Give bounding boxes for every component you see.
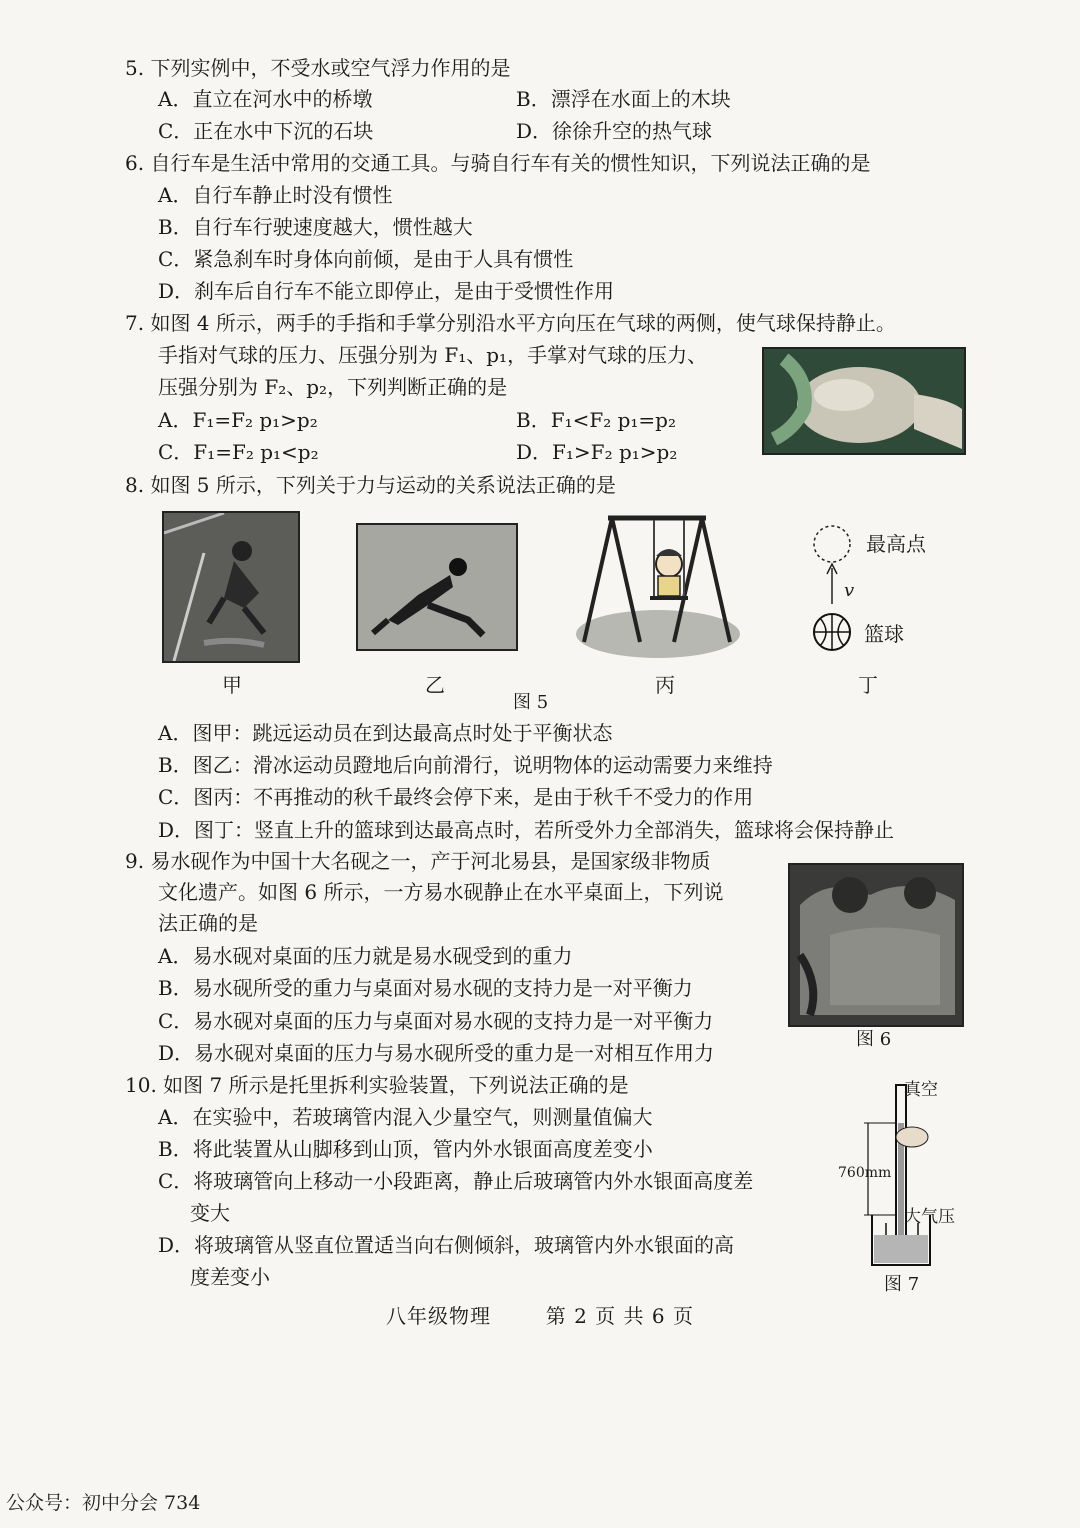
figure-6-inkstone-photo (788, 863, 964, 1027)
q8-option-c: C．图丙：不再推动的秋千最终会停下来，是由于秋千不受力的作用 (158, 785, 754, 809)
q7-option-a: A．F₁=F₂ p₁>p₂ (158, 408, 318, 432)
q5-option-c: C．正在水中下沉的石块 (158, 119, 374, 143)
footer-subject: 八年级物理 (386, 1304, 492, 1328)
figure-5-jia-long-jump-photo (162, 511, 300, 663)
q10-option-d-line-1: D．将玻璃管从竖直位置适当向右侧倾斜，玻璃管内外水银面的高 (158, 1233, 735, 1257)
figure-5-label-yi: 乙 (425, 673, 445, 697)
q7-option-b: B．F₁<F₂ p₁=p₂ (516, 408, 676, 432)
figure-7-vacuum-label: 真空 (904, 1080, 938, 1100)
q10-option-a: A．在实验中，若玻璃管内混入少量空气，则测量值偏大 (158, 1105, 653, 1129)
q7-stem-3: 压强分别为 F₂、p₂，下列判断正确的是 (158, 375, 508, 399)
q6-stem: 6. 自行车是生活中常用的交通工具。与骑自行车有关的惯性知识，下列说法正确的是 (125, 151, 871, 175)
q5-option-b: B．漂浮在水面上的木块 (516, 87, 731, 111)
q6-option-a: A．自行车静止时没有惯性 (158, 183, 393, 207)
figure-7-atmospheric-pressure-label: 大气压 (904, 1207, 955, 1227)
page-footer (0, 1300, 1080, 1329)
footer-page-number: 第 2 页 共 6 页 (545, 1304, 694, 1328)
figure-5-velocity-label: v (844, 580, 855, 601)
q9-stem-1: 9. 易水砚作为中国十大名砚之一，产于河北易县，是国家级非物质 (125, 849, 711, 873)
q7-stem-2: 手指对气球的压力、压强分别为 F₁、p₁，手掌对气球的压力、 (158, 343, 708, 367)
figure-4-balloon-photo (762, 347, 966, 455)
figure-7-caption: 图 7 (884, 1274, 920, 1295)
figure-5-basketball-label: 篮球 (864, 622, 904, 646)
figure-5-label-jia: 甲 (222, 673, 242, 697)
q10-stem: 10. 如图 7 所示是托里拆利实验装置，下列说法正确的是 (125, 1073, 629, 1097)
watermark-text: 公众号：初中分会 734 (6, 1492, 201, 1514)
figure-5-yi-skater-photo (356, 523, 518, 651)
q5-option-a: A．直立在河水中的桥墩 (158, 87, 373, 111)
q9-stem-2: 文化遗产。如图 6 所示，一方易水砚静止在水平桌面上，下列说 (158, 880, 724, 904)
figure-6-caption: 图 6 (856, 1029, 892, 1050)
q5-stem: 5. 下列实例中，不受水或空气浮力作用的是 (125, 56, 511, 80)
q9-option-a: A．易水砚对桌面的压力就是易水砚受到的重力 (158, 944, 573, 968)
q6-option-b: B．自行车行驶速度越大，惯性越大 (158, 215, 473, 239)
q10-option-b: B．将此装置从山脚移到山顶，管内外水银面高度差变小 (158, 1137, 653, 1161)
q7-stem-1: 7. 如图 4 所示，两手的手指和手掌分别沿水平方向压在气球的两侧，使气球保持静止。 (125, 311, 896, 335)
q8-option-b: B．图乙：滑冰运动员蹬地后向前滑行，说明物体的运动需要力来维持 (158, 753, 773, 777)
figure-5-label-bing: 丙 (655, 673, 675, 697)
q10-option-c-line-1: C．将玻璃管向上移动一小段距离，静止后玻璃管内外水银面高度差 (158, 1169, 754, 1193)
q6-option-d: D．刹车后自行车不能立即停止，是由于受惯性作用 (158, 279, 615, 303)
q5-option-d: D．徐徐升空的热气球 (516, 119, 713, 143)
figure-5-caption: 图 5 (513, 692, 549, 713)
q6-option-c: C．紧急刹车时身体向前倾，是由于人具有惯性 (158, 247, 574, 271)
q9-option-c: C．易水砚对桌面的压力与桌面对易水砚的支持力是一对平衡力 (158, 1009, 714, 1033)
figure-5-top-point-label: 最高点 (866, 532, 926, 556)
q10-option-d-line-2: 度差变小 (190, 1265, 270, 1289)
q8-option-d: D．图丁：竖直上升的篮球到达最高点时，若所受外力全部消失，篮球将会保持静止 (158, 818, 895, 842)
q9-option-d: D．易水砚对桌面的压力与易水砚所受的重力是一对相互作用力 (158, 1041, 715, 1065)
q7-option-c: C．F₁=F₂ p₁<p₂ (158, 440, 319, 464)
q9-option-b: B．易水砚所受的重力与桌面对易水砚的支持力是一对平衡力 (158, 976, 693, 1000)
q8-stem: 8. 如图 5 所示，下列关于力与运动的关系说法正确的是 (125, 473, 616, 497)
figure-7-height-label: 760mm (838, 1165, 892, 1181)
q7-option-d: D．F₁>F₂ p₁>p₂ (516, 440, 678, 464)
figure-5-label-ding: 丁 (858, 673, 878, 697)
q9-stem-3: 法正确的是 (158, 911, 258, 935)
q10-option-c-line-2: 变大 (190, 1201, 230, 1225)
q8-option-a: A．图甲：跳远运动员在到达最高点时处于平衡状态 (158, 721, 613, 745)
figure-5-bing-swing-drawing (572, 512, 742, 660)
